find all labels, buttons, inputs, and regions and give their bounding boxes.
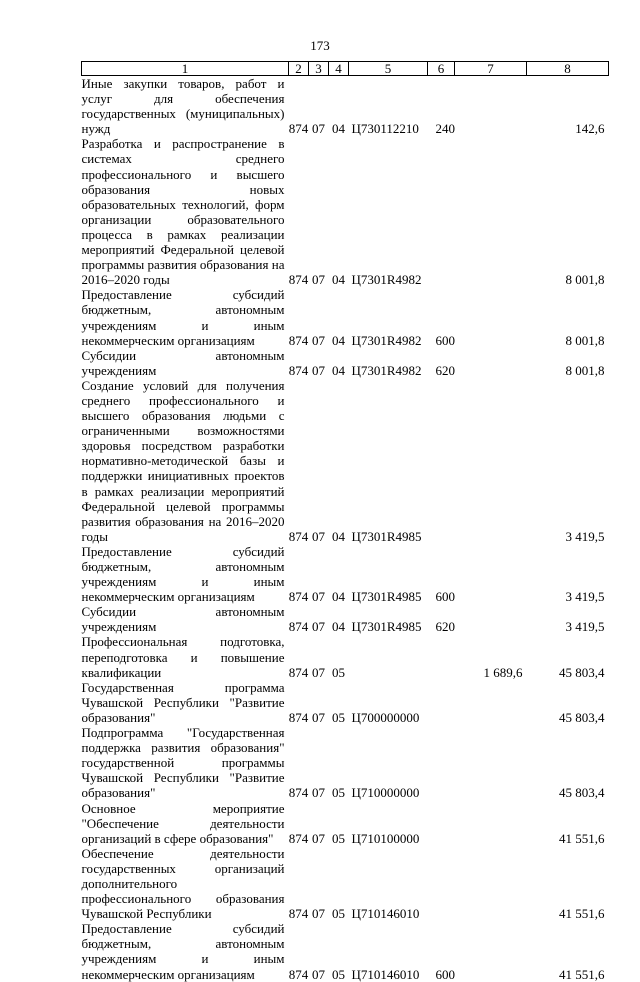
item-name: Иные закупки товаров, работ и услуг для обеспечения государственных (муниципальных) нужд	[81, 76, 285, 137]
item-name: Обеспечение деятельности государственных организаций дополнительного профессионального образования Чувашской Республики	[81, 845, 285, 922]
amount-column-8: 45 803,4	[559, 664, 605, 680]
target-article-code: Ц700000000	[351, 709, 420, 725]
page-number: 173	[310, 38, 330, 53]
ministry-code: 874	[288, 785, 309, 801]
subsection-code: 05	[332, 785, 345, 801]
item-name: Предоставление субсидий бюджетным, автономным учреждениям и иным некоммерческим организациям	[81, 921, 285, 982]
amount-column-8: 41 551,6	[559, 830, 605, 846]
item-name: Предоставление субсидий бюджетным, автономным учреждениям и иным некоммерческим организациям	[81, 287, 285, 348]
expense-type-code	[428, 801, 455, 846]
amount-column-7	[455, 846, 527, 921]
section-code: 07	[312, 362, 325, 378]
section-code: 07	[312, 619, 325, 635]
subsection-code: 04	[332, 528, 345, 544]
ministry-code: 874	[288, 664, 309, 680]
column-header: 8	[527, 62, 609, 76]
section-code: 07	[312, 528, 325, 544]
amount-column-7	[455, 801, 527, 846]
section-code: 07	[312, 121, 325, 137]
amount-column-8: 8 001,8	[565, 362, 605, 378]
amount-column-7: 1 689,6	[483, 664, 523, 680]
item-name: Подпрограмма "Государственная поддержка развития образования" государственной программы Чувашской Республики "Развитие образования"	[81, 725, 285, 801]
expense-type-code	[428, 725, 455, 800]
target-article-code	[349, 634, 428, 679]
subsection-code: 04	[332, 362, 345, 378]
subsection-code: 05	[332, 709, 345, 725]
item-name: Профессиональная подготовка, переподготовка и повышение квалификации	[81, 634, 285, 680]
table-body	[82, 76, 609, 982]
target-article-code: Ц7301R4985	[351, 589, 422, 605]
amount-column-8: 142,6	[575, 121, 605, 137]
ministry-code: 874	[288, 906, 309, 922]
item-name: Предоставление субсидий бюджетным, автономным учреждениям и иным некоммерческим организациям	[81, 543, 285, 605]
section-code: 07	[312, 332, 325, 348]
subsection-code: 04	[332, 121, 345, 137]
subsection-code: 04	[332, 619, 345, 635]
amount-column-7	[455, 348, 527, 378]
section-code: 07	[312, 664, 325, 680]
column-header: 6	[428, 62, 455, 76]
column-header: 4	[329, 62, 349, 76]
item-name: Основное мероприятие "Обеспечение деятельности организаций в сфере образования"	[81, 800, 285, 846]
column-numbers-row	[82, 62, 609, 76]
target-article-code: Ц710146010	[351, 966, 420, 982]
ministry-code: 874	[288, 966, 309, 982]
item-name: Субсидии автономным учреждениям	[81, 604, 285, 635]
expense-type-code	[428, 846, 455, 921]
table-row	[82, 680, 609, 725]
section-code: 07	[312, 906, 325, 922]
subsection-code: 05	[332, 664, 345, 680]
column-header: 1	[82, 62, 289, 76]
subsection-code: 05	[332, 830, 345, 846]
ministry-code: 874	[288, 272, 309, 288]
target-article-code: Ц710146010	[351, 906, 420, 922]
column-header: 5	[349, 62, 428, 76]
table-row	[82, 287, 609, 347]
amount-column-8: 41 551,6	[559, 906, 605, 922]
amount-column-8: 45 803,4	[559, 785, 605, 801]
target-article-code: Ц7301R4985	[351, 528, 422, 544]
amount-column-7	[455, 378, 527, 544]
amount-column-8: 8 001,8	[565, 332, 605, 348]
expense-type-code: 240	[435, 121, 455, 137]
expense-type-code: 620	[435, 619, 455, 635]
table-row	[82, 348, 609, 378]
expense-type-code: 600	[435, 332, 455, 348]
table-row	[82, 136, 609, 287]
section-code: 07	[312, 830, 325, 846]
amount-column-8: 8 001,8	[565, 272, 605, 288]
section-code: 07	[312, 966, 325, 982]
table-row	[82, 604, 609, 634]
subsection-code: 05	[332, 966, 345, 982]
amount-column-8: 41 551,6	[559, 966, 605, 982]
table-row	[82, 76, 609, 137]
amount-column-7	[455, 287, 527, 347]
table-row	[82, 544, 609, 604]
section-code: 07	[312, 589, 325, 605]
ministry-code: 874	[288, 830, 309, 846]
subsection-code: 04	[332, 332, 345, 348]
amount-column-7	[455, 604, 527, 634]
expense-type-code	[428, 136, 455, 287]
expense-type-code: 600	[435, 966, 455, 982]
target-article-code: Ц7301R4985	[351, 619, 422, 635]
column-header: 3	[309, 62, 329, 76]
ministry-code: 874	[288, 619, 309, 635]
table-row	[82, 846, 609, 921]
section-code: 07	[312, 272, 325, 288]
amount-column-8: 3 419,5	[565, 619, 605, 635]
table-row	[82, 921, 609, 981]
amount-column-8: 3 419,5	[565, 528, 605, 544]
section-code: 07	[312, 785, 325, 801]
table-row	[82, 634, 609, 679]
expense-type-code	[428, 680, 455, 725]
ministry-code: 874	[288, 332, 309, 348]
amount-column-7	[455, 921, 527, 981]
target-article-code: Ц7301R4982	[351, 332, 422, 348]
expense-type-code: 600	[435, 589, 455, 605]
target-article-code: Ц710000000	[351, 785, 420, 801]
target-article-code: Ц7301R4982	[351, 272, 422, 288]
ministry-code: 874	[288, 362, 309, 378]
amount-column-7	[455, 680, 527, 725]
amount-column-7	[455, 136, 527, 287]
table-row	[82, 801, 609, 846]
amount-column-8: 3 419,5	[565, 589, 605, 605]
subsection-code: 04	[332, 589, 345, 605]
budget-table	[81, 61, 609, 982]
column-header: 7	[455, 62, 527, 76]
item-name: Государственная программа Чувашской Республики "Развитие образования"	[81, 679, 285, 725]
amount-column-8: 45 803,4	[559, 709, 605, 725]
amount-column-7	[455, 725, 527, 800]
expense-type-code	[428, 378, 455, 544]
subsection-code: 04	[332, 272, 345, 288]
table-row	[82, 725, 609, 800]
target-article-code: Ц7301R4982	[351, 362, 422, 378]
amount-column-7	[455, 544, 527, 604]
subsection-code: 05	[332, 906, 345, 922]
target-article-code: Ц710100000	[351, 830, 420, 846]
expense-type-code: 620	[435, 362, 455, 378]
target-article-code: Ц730112210	[351, 121, 419, 137]
ministry-code: 874	[288, 528, 309, 544]
ministry-code: 874	[288, 709, 309, 725]
item-name: Разработка и распространение в системах среднего профессионального и высшего образования новых образовательных технологий, форм организации образовательного процесса в рамках реализации мероприятий Федеральной целевой программы развития образования на 2016–2020 годы	[81, 136, 285, 288]
amount-column-7	[455, 76, 527, 137]
ministry-code: 874	[288, 589, 309, 605]
ministry-code: 874	[288, 121, 309, 137]
item-name: Создание условий для получения среднего профессионального и высшего образования людьми с ограниченными возможностями здоровья посредством разработки нормативно-методической базы и поддержки инициативных проектов в рамках реализации мероприятий Федеральной целевой программы развития образования на 2016–2020 годы	[81, 377, 285, 544]
expense-type-code	[428, 634, 455, 679]
table-row	[82, 378, 609, 544]
section-code: 07	[312, 709, 325, 725]
column-header: 2	[289, 62, 309, 76]
item-name: Субсидии автономным учреждениям	[81, 347, 285, 378]
